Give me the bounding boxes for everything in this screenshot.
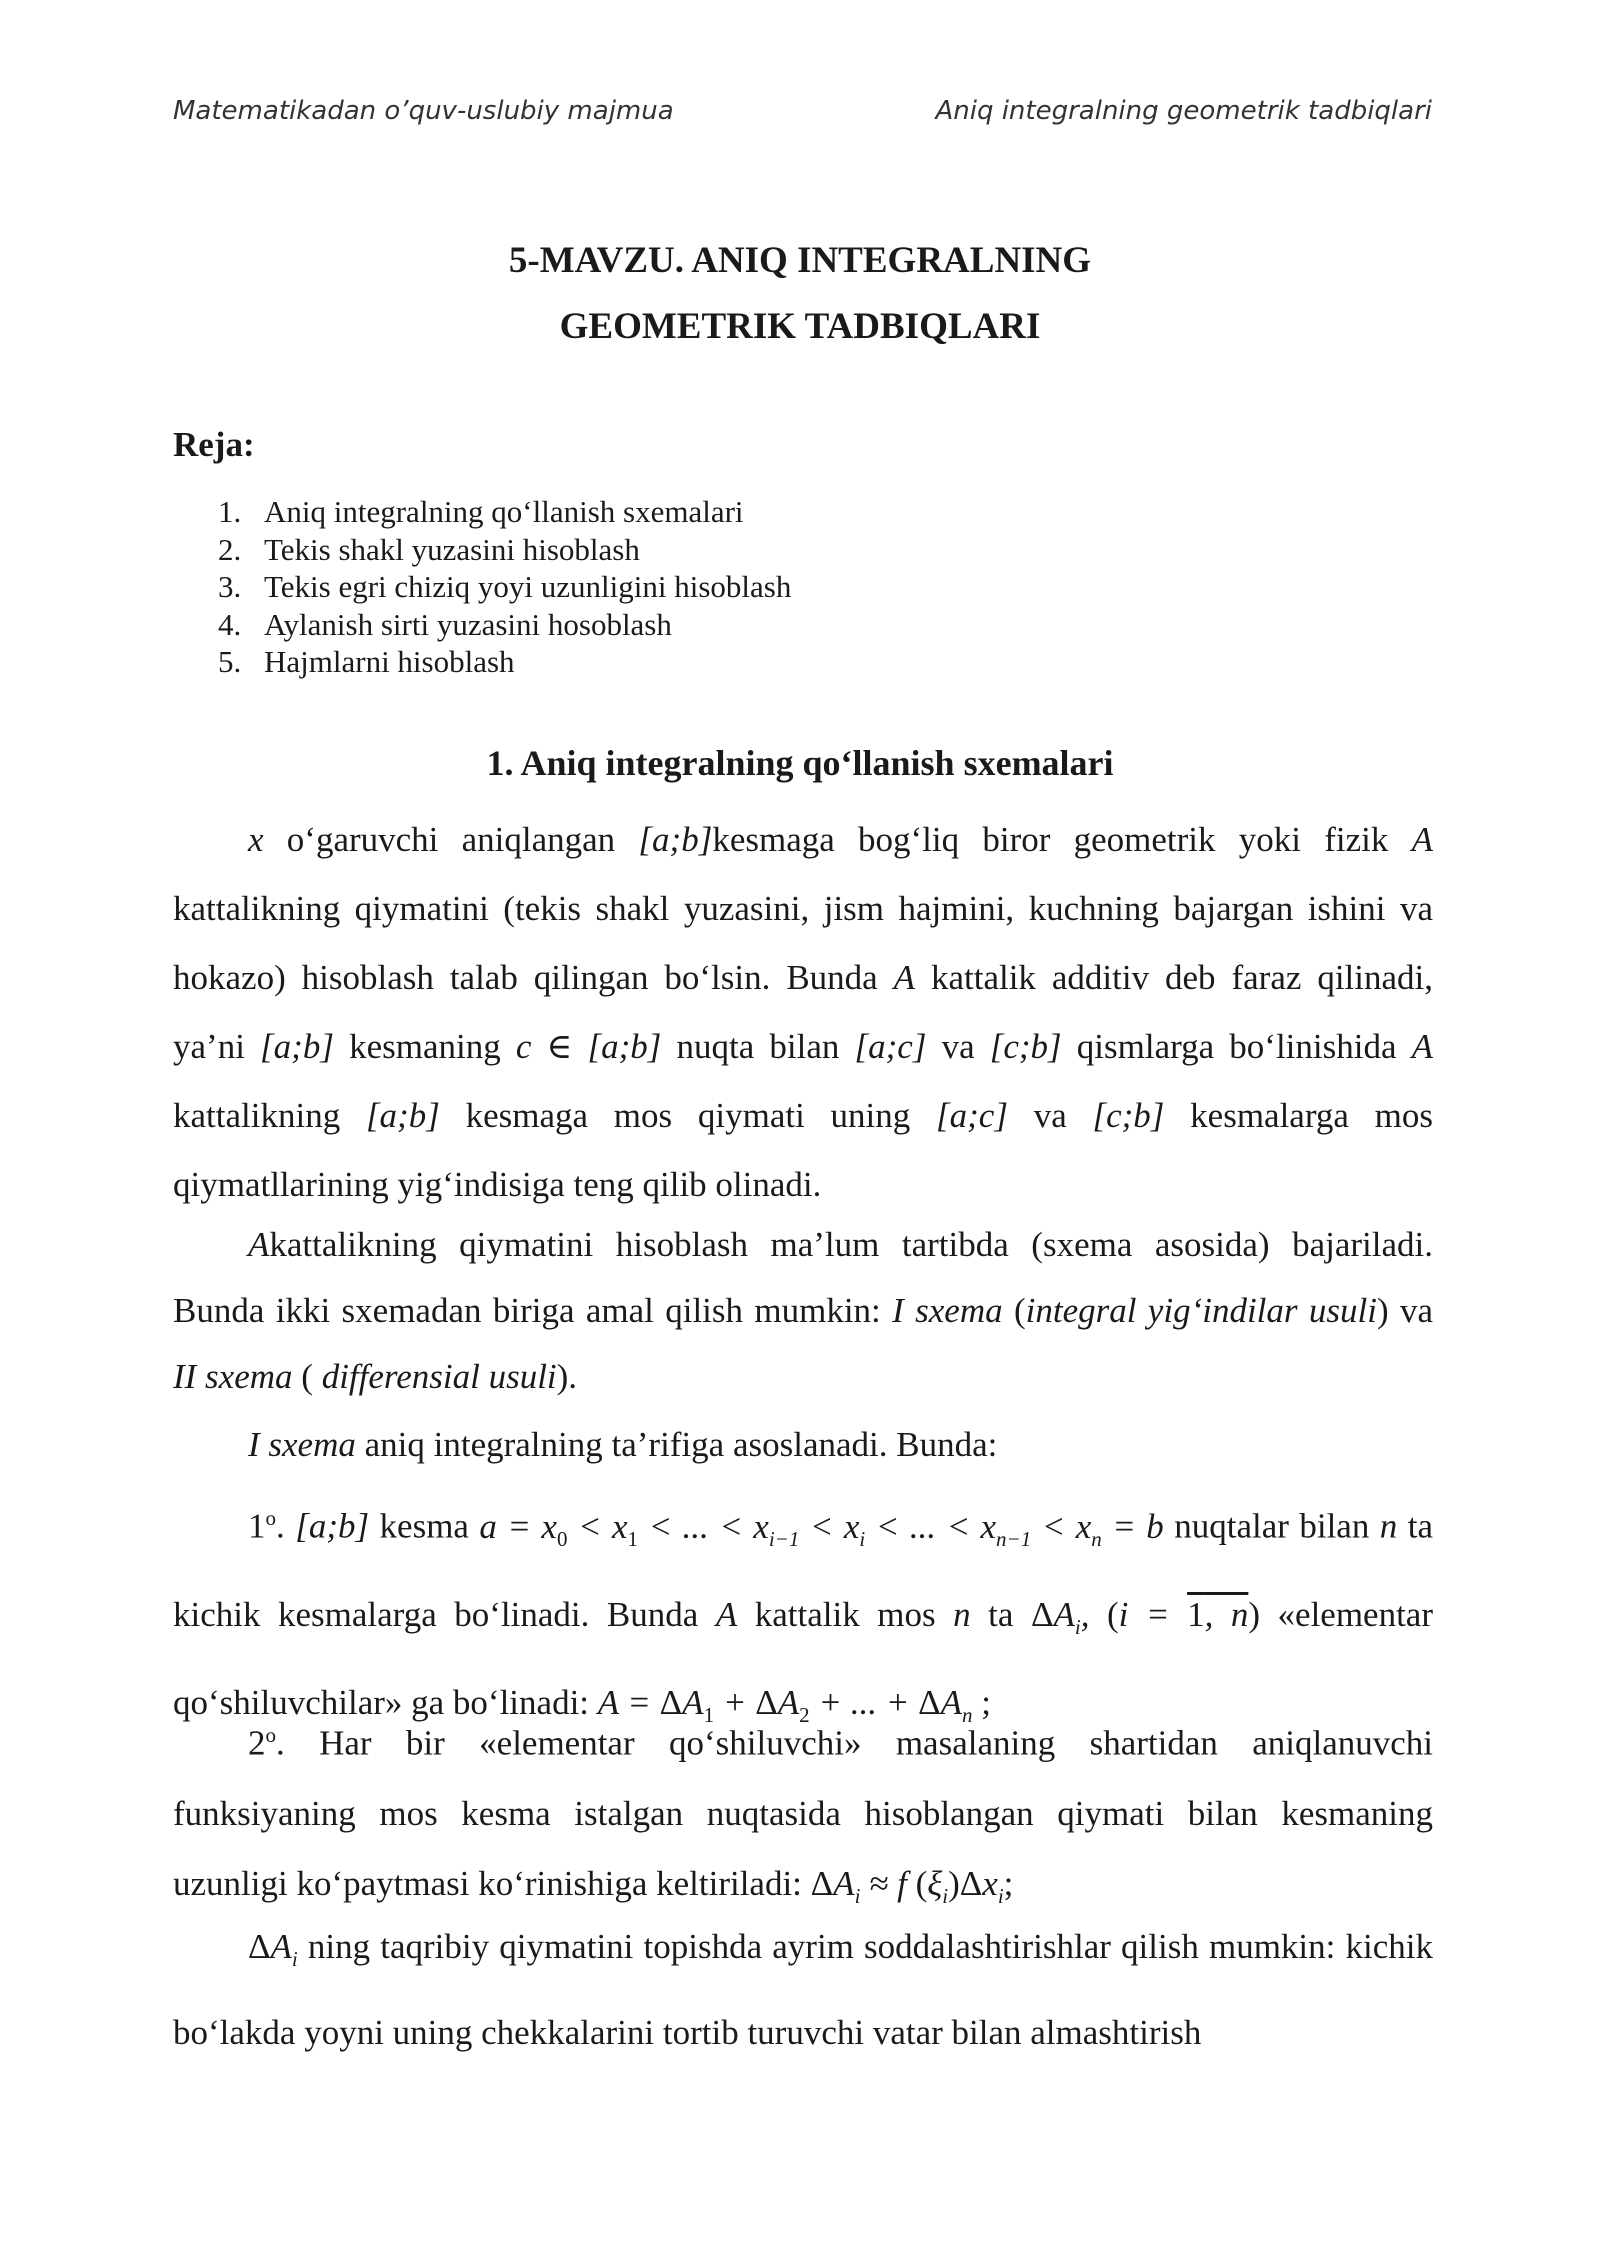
paragraph-2: Akattalikning qiymatini hisoblash ma’lum tartibda (sxema asosida) bajariladi. Bunda ikki sxemadan biriga amal qilish mumkin: I sxema (integral yig‘indilar usuli) va II sxema ( differensial usuli). [173, 1225, 1433, 1396]
plan-item-number: 2. [218, 531, 242, 567]
plan-item-text: Tekis egri chiziq yoyi uzunligini hisoblash [264, 569, 792, 604]
paragraph-3: I sxema aniq integralning ta’rifiga asoslanadi. Bunda: [248, 1425, 998, 1464]
header-left: Matematikadan o’quv-uslubiy majmua [173, 96, 674, 126]
title-line-1: 5-MAVZU. ANIQ INTEGRALNING [508, 240, 1092, 281]
partition-formula: $a = x_0 < x_1$ < ... < $x_{i-1} < x_i$ < ... < $x_{n-1} < x_n = b$ [479, 1506, 1164, 1551]
plan-item [218, 531, 791, 569]
paragraph-6: $\Delta A_i$ ning taqribiy qiymatini topishda ayrim soddalashtirishlar qilish mumkin: kichik bo‘lakda yoyni uning chekkalarini tortib turuvchi vatar bilan almashtirish [173, 1927, 1433, 2052]
plan-item-text: Hajmlarni hisoblash [264, 644, 515, 679]
plan-item-text: Aylanish sirti yuzasini hosoblash [264, 606, 672, 642]
plan-list [218, 493, 791, 681]
plan-item [218, 643, 791, 681]
plan-item-number: 5. [218, 644, 242, 679]
plan-item [218, 493, 791, 531]
section-heading: 1. Aniq integralning qo‘llanish sxemalari [486, 743, 1114, 783]
header-right: Aniq integralning geometrik tadbiqlari [935, 96, 1432, 126]
approx-formula: $\Delta A_i \approx f$ $(\xi_i)\Delta x_i$ [810, 1863, 1004, 1908]
plan-item-text: Tekis shakl yuzasini hisoblash [264, 531, 640, 567]
paragraph-step-2: 2$^o$. Har bir «elementar qo‘shiluvchi» masalaning shartidan aniqlanuvchi funksiyaning mos kesma istalgan nuqtasida hisoblangan qiymati bilan kesmaning uzunligi ko‘paytmasi ko‘rinishiga keltiriladi: $\Delta A_i \approx f$ $(\xi_i)\Delta x_i$; [173, 1723, 1433, 1908]
page-title [0, 228, 1600, 360]
plan-item-number: 4. [218, 606, 242, 642]
plan-item-number: 3. [218, 569, 242, 604]
plan-item [218, 606, 791, 644]
plan-item-text: Aniq integralning qo‘llanish sxemalari [264, 494, 744, 529]
plan-heading: Reja: [173, 425, 255, 464]
title-line-2: GEOMETRIK TADBIQLARI [559, 306, 1041, 347]
sum-formula: $A = \Delta A_1 + \Delta A_2$ + ... + $\Delta A_n$ [597, 1682, 973, 1727]
delta-A-i: $\Delta A_i$ [248, 1927, 298, 1971]
paragraph-step-1: 1$^o$. [a;b] kesma $a = x_0 < x_1$ < ... < $x_{i-1} < x_i$ < ... < $x_{n-1} < x_n = b$ nuqtalar bilan n ta kichik kesmalarga bo‘linadi. Bunda A kattalik mos n ta $\Delta A_i$, (i = 1, n) «elementar qo‘shiluvchilar» ga bo‘linadi: $A = \Delta A_1 + \Delta A_2$ + ... + $\Delta A_n$ ; [173, 1506, 1433, 1727]
running-header [173, 96, 1432, 126]
plan-item-number: 1. [218, 494, 242, 529]
plan-item [218, 568, 791, 606]
paragraph-1: x o‘garuvchi aniqlangan [a;b]kesmaga bog‘liq biror geometrik yoki fizik A kattalikning qiymatini (tekis shakl yuzasini, jism hajmini, kuchning bajargan ishini va hokazo) hisoblash talab qilingan bo‘lsin. Bunda A kattalik additiv deb faraz qilinadi, ya’ni [a;b] kesmaning c ∈ [a;b] nuqta bilan [a;c] va [c;b] qismlarga bo‘linishida A kattalikning [a;b] kesmaga mos qiymati uning [a;c] va [c;b] kesmalarga mos qiymatllarining yig‘indisiga teng qilib olinadi. [173, 820, 1434, 1204]
delta-A-i-formula: $\Delta A_i$, (i = 1, n) [1030, 1594, 1260, 1639]
